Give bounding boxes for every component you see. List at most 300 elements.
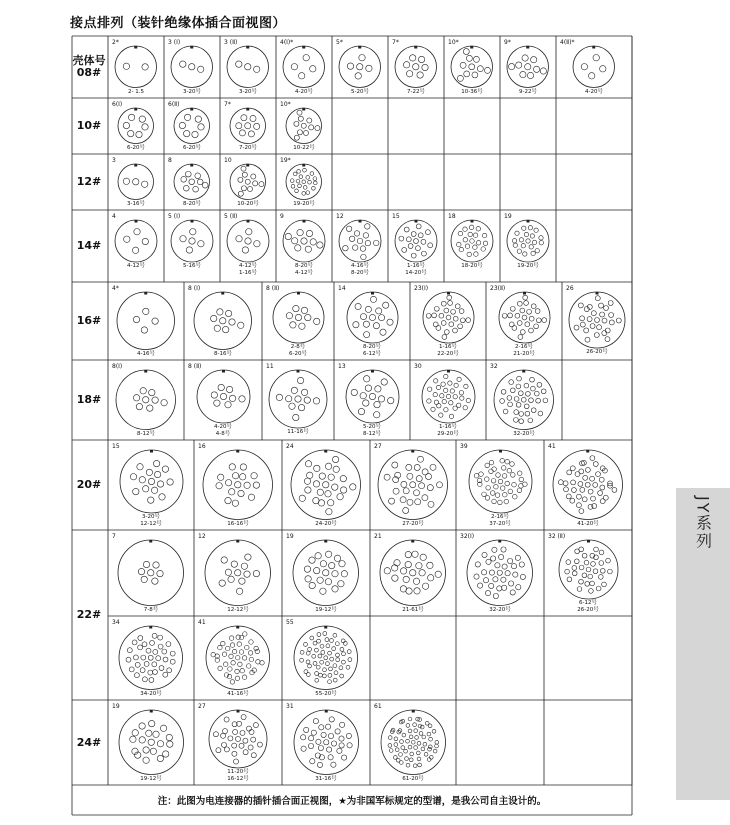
contact-spec-caption: 2-16号 21-20号 — [513, 344, 535, 357]
contact-pin — [522, 55, 528, 61]
arrangement-cell — [220, 154, 276, 210]
arrangement-number: 8 — [168, 157, 172, 164]
arrangement-number: 2* — [112, 39, 119, 46]
key-notch — [247, 220, 250, 223]
contact-pin — [328, 755, 333, 760]
contact-pin — [517, 488, 522, 493]
arrangement-cell — [486, 360, 562, 440]
insert-face-diagram — [208, 709, 268, 769]
contact-pin — [435, 740, 439, 744]
contact-pin — [251, 737, 256, 742]
contact-pin — [410, 482, 416, 488]
contact-spec-caption: 19-20号 — [293, 200, 315, 207]
key-notch — [247, 164, 250, 167]
insert-outline — [227, 220, 269, 262]
arrangement-number: 21 — [374, 533, 382, 540]
contact-pin — [237, 642, 242, 647]
contact-pin — [484, 578, 489, 583]
contact-pin — [587, 574, 592, 579]
contact-spec-caption: 6-20号 — [183, 144, 201, 151]
contact-pin — [352, 245, 358, 251]
arrangement-number: 10 — [224, 157, 232, 164]
contact-pin — [482, 233, 486, 237]
contact-spec-caption: 24-20号 — [315, 520, 337, 527]
contact-pin — [441, 321, 446, 326]
contact-spec-caption: 2-8号 6-20号 — [289, 344, 307, 357]
arrangement-number: 4(Ⅰ)* — [280, 39, 294, 46]
contact-pin — [409, 758, 413, 762]
contact-pin — [142, 181, 148, 187]
contact-pin — [166, 642, 171, 647]
insert-outline — [507, 46, 549, 88]
contact-pin — [323, 668, 327, 672]
contact-pin — [513, 243, 517, 247]
contact-pin — [514, 313, 519, 318]
contact-pin — [538, 411, 543, 416]
contact-pin — [308, 647, 312, 651]
contact-pin — [233, 473, 239, 479]
contact-pin — [427, 387, 431, 391]
contact-pin — [332, 571, 338, 577]
arrangement-number: 6(Ⅱ) — [168, 101, 180, 108]
contact-pin — [564, 487, 569, 492]
contact-pin — [152, 318, 158, 324]
arrangement-cell — [500, 210, 556, 282]
insert-outline — [227, 46, 269, 88]
contact-pin — [502, 564, 507, 569]
contact-pin — [339, 736, 344, 741]
contact-pin — [399, 740, 403, 744]
contact-pin — [582, 553, 587, 558]
contact-pin — [590, 476, 595, 481]
contact-pin — [328, 651, 332, 655]
contact-pin — [591, 496, 596, 501]
contact-pin — [565, 560, 570, 565]
contact-pin — [491, 479, 496, 484]
contact-spec-caption: 4-20号 — [295, 88, 313, 95]
shell-size-label: 20# — [76, 478, 102, 491]
contact-pin — [317, 762, 322, 767]
contact-pin — [301, 238, 307, 244]
contact-pin — [286, 313, 292, 319]
contact-pin — [334, 678, 338, 682]
contact-pin — [221, 742, 226, 747]
contact-pin — [222, 652, 227, 657]
insert-face-diagram — [568, 291, 626, 349]
contact-pin — [170, 651, 175, 656]
contact-pin — [590, 456, 595, 461]
contact-pin — [306, 176, 310, 180]
contact-pin — [369, 314, 375, 320]
contact-pin — [608, 301, 613, 306]
contact-pin — [320, 588, 326, 594]
contact-pin — [403, 749, 407, 753]
contact-spec-caption: 10-36号 — [461, 88, 483, 95]
contact-pin — [481, 492, 486, 497]
shell-size-label: 16# — [76, 314, 102, 327]
insert-outline — [171, 220, 213, 262]
contact-pin — [139, 116, 145, 122]
contact-pin — [313, 641, 317, 645]
arrangement-number: 19 — [112, 703, 120, 710]
arrangement-cell — [388, 36, 444, 98]
contact-pin — [360, 393, 366, 399]
contact-pin — [247, 664, 252, 669]
contact-pin — [144, 561, 150, 567]
contact-pin — [240, 730, 245, 735]
contact-pin — [218, 645, 223, 650]
contact-pin — [609, 313, 614, 318]
arrangement-cell — [444, 36, 500, 98]
contact-pin — [348, 658, 352, 662]
insert-face-diagram — [450, 45, 494, 89]
contact-pin — [339, 743, 344, 748]
contact-pin — [141, 576, 147, 582]
contact-pin — [434, 306, 439, 311]
contact-pin — [305, 487, 311, 493]
contact-pin — [307, 118, 312, 123]
arrangement-cell — [108, 98, 164, 154]
contact-spec-caption: 11-16号 — [287, 429, 309, 435]
contact-pin — [301, 389, 307, 395]
key-notch — [247, 46, 250, 49]
insert-face-diagram — [170, 219, 214, 263]
contact-pin — [602, 331, 607, 336]
shell-size-label: 壳体号 08# — [72, 54, 106, 79]
contact-pin — [313, 318, 319, 324]
insert-outline — [294, 710, 359, 775]
contact-pin — [341, 755, 346, 760]
arrangement-cell — [562, 282, 632, 360]
contact-pin — [328, 673, 332, 677]
contact-pin — [602, 318, 607, 323]
arrangement-number: 39 — [460, 443, 468, 450]
contact-pin — [302, 192, 306, 196]
contact-pin — [598, 561, 603, 566]
contact-pin — [401, 568, 407, 574]
arrangement-cell — [388, 210, 444, 282]
contact-pin — [240, 668, 245, 673]
contact-pin — [359, 55, 365, 61]
contact-pin — [315, 678, 319, 682]
arrangement-number: 4* — [112, 285, 119, 292]
contact-pin — [203, 182, 209, 188]
contact-pin — [414, 729, 418, 733]
contact-pin — [609, 320, 614, 325]
contact-pin — [508, 402, 513, 407]
contact-pin — [180, 236, 186, 242]
contact-pin — [226, 386, 232, 392]
contact-pin — [584, 560, 589, 565]
contact-pin — [392, 575, 398, 581]
contact-pin — [605, 337, 610, 342]
contact-pin — [342, 660, 346, 664]
contact-pin — [418, 233, 423, 238]
contact-pin — [230, 643, 235, 648]
contact-pin — [512, 564, 517, 569]
contact-pin — [224, 662, 229, 667]
contact-pin — [231, 561, 237, 567]
contact-pin — [307, 651, 311, 655]
contact-pin — [501, 547, 506, 552]
contact-pin — [535, 391, 540, 396]
arrangement-number: 34 — [112, 619, 120, 626]
insert-face-diagram — [202, 449, 274, 521]
contact-pin — [249, 494, 255, 500]
contact-pin — [490, 491, 495, 496]
contact-pin — [428, 724, 432, 728]
contact-spec-caption: 8-20号 6-12号 — [363, 344, 381, 357]
contact-pin — [392, 462, 398, 468]
contact-pin — [229, 654, 234, 659]
arrangement-number: 30 — [414, 363, 422, 370]
contact-pin — [306, 191, 310, 195]
arrangement-cell — [276, 210, 332, 282]
contact-pin — [541, 318, 546, 323]
contact-pin — [504, 481, 509, 486]
contact-pin — [502, 585, 507, 590]
contact-pin — [415, 499, 421, 505]
contact-pin — [459, 391, 463, 395]
contact-pin — [402, 733, 406, 737]
contact-pin — [312, 186, 316, 190]
contact-pin — [386, 319, 392, 325]
contact-pin — [398, 753, 402, 757]
contact-pin — [594, 462, 599, 467]
arrangement-number: 5 (Ⅱ) — [224, 213, 238, 220]
contact-pin — [529, 398, 534, 403]
contact-pin — [134, 655, 139, 660]
arrangement-cell — [164, 154, 220, 210]
contact-spec-caption: 1-16号 14-20号 — [405, 263, 427, 276]
contact-pin — [329, 667, 333, 671]
contact-pin — [468, 232, 472, 236]
contact-pin — [408, 244, 413, 249]
contact-pin — [295, 189, 299, 193]
contact-pin — [501, 466, 506, 471]
contact-pin — [467, 252, 471, 256]
contact-pin — [455, 304, 460, 309]
contact-pin — [195, 173, 201, 179]
contact-pin — [192, 131, 198, 137]
insert-face-diagram — [282, 219, 326, 263]
contact-pin — [245, 123, 251, 129]
contact-pin — [492, 547, 497, 552]
contact-pin — [474, 574, 479, 579]
contact-pin — [428, 485, 434, 491]
contact-pin — [326, 662, 330, 666]
contact-spec-caption: 3-20号 — [183, 88, 201, 95]
contact-pin — [143, 397, 149, 403]
contact-pin — [517, 321, 522, 326]
contact-pin — [134, 316, 140, 322]
contact-pin — [447, 301, 452, 306]
contact-pin — [443, 308, 448, 313]
contact-pin — [441, 301, 446, 306]
contact-pin — [474, 56, 480, 62]
contact-pin — [298, 404, 304, 410]
key-notch — [150, 450, 153, 453]
contact-pin — [319, 673, 323, 677]
contact-pin — [329, 717, 334, 722]
contact-pin — [236, 123, 242, 129]
contact-pin — [257, 742, 262, 747]
contact-pin — [219, 580, 225, 586]
contact-pin — [317, 633, 321, 637]
contact-pin — [516, 555, 521, 560]
contact-pin — [132, 640, 137, 645]
contact-pin — [251, 473, 257, 479]
contact-pin — [226, 310, 232, 316]
contact-pin — [594, 333, 599, 338]
insert-face-diagram — [338, 219, 382, 263]
contact-pin — [333, 466, 339, 472]
contact-pin — [304, 130, 309, 135]
contact-pin — [232, 500, 238, 506]
contact-pin — [132, 730, 138, 736]
contact-pin — [363, 233, 369, 239]
contact-pin — [426, 313, 431, 318]
arrangement-cell — [194, 616, 282, 700]
contact-pin — [363, 321, 369, 327]
contact-pin — [129, 736, 135, 742]
contact-pin — [304, 314, 310, 320]
contact-pin — [579, 509, 584, 514]
arrangement-cell — [332, 210, 388, 282]
contact-pin — [123, 178, 129, 184]
contact-pin — [446, 295, 451, 300]
contact-pin — [532, 240, 536, 244]
contact-pin — [299, 495, 305, 501]
contact-pin — [448, 401, 452, 405]
contact-pin — [256, 660, 261, 665]
contact-pin — [570, 498, 575, 503]
contact-spec-caption: 19-12号 — [140, 775, 162, 782]
contact-pin — [143, 757, 149, 763]
contact-pin — [341, 487, 347, 493]
contact-pin — [414, 464, 420, 470]
contact-pin — [244, 571, 250, 577]
contact-pin — [130, 474, 136, 480]
contact-pin — [520, 330, 525, 335]
contact-pin — [253, 723, 258, 728]
contact-pin — [152, 633, 157, 638]
contact-pin — [129, 667, 134, 672]
contact-pin — [355, 303, 361, 309]
contact-pin — [316, 739, 321, 744]
shell-size-label: 10# — [76, 119, 102, 132]
contact-pin — [228, 667, 233, 672]
insert-face-diagram — [293, 709, 360, 776]
contact-pin — [394, 560, 400, 566]
contact-pin — [138, 636, 143, 641]
insert-face-diagram — [204, 539, 272, 607]
contact-pin — [304, 670, 308, 674]
insert-face-diagram — [285, 107, 323, 145]
contact-pin — [297, 110, 302, 115]
contact-pin — [317, 665, 321, 669]
contact-pin — [305, 566, 311, 572]
contact-pin — [411, 232, 416, 237]
contact-pin — [335, 729, 340, 734]
contact-pin — [340, 647, 344, 651]
arrangement-number: 7* — [224, 101, 231, 108]
contact-pin — [233, 759, 238, 764]
insert-face-diagram — [346, 291, 399, 344]
contact-pin — [248, 186, 253, 191]
contact-pin — [259, 182, 264, 187]
contact-pin — [151, 487, 157, 493]
shell-size-label: 24# — [76, 735, 102, 749]
contact-pin — [567, 494, 572, 499]
contact-pin — [348, 650, 352, 654]
contact-pin — [434, 400, 438, 404]
contact-pin — [239, 743, 244, 748]
contact-pin — [488, 469, 493, 474]
contact-spec-caption: 3-16号 — [127, 200, 145, 207]
contact-pin — [422, 735, 426, 739]
contact-pin — [193, 186, 199, 192]
contact-spec-caption: 4-12号 — [127, 263, 145, 269]
contact-pin — [314, 567, 320, 573]
contact-pin — [147, 497, 153, 503]
contact-pin — [228, 576, 234, 582]
contact-pin — [245, 554, 251, 560]
contact-pin — [308, 180, 312, 184]
contact-pin — [300, 735, 305, 740]
contact-pin — [323, 570, 329, 576]
contact-pin — [346, 733, 351, 738]
contact-pin — [152, 397, 158, 403]
contact-pin — [326, 463, 332, 469]
insert-outline — [116, 370, 176, 430]
contact-pin — [366, 65, 372, 71]
contact-pin — [149, 655, 154, 660]
contact-pin — [537, 382, 542, 387]
contact-pin — [534, 66, 540, 72]
contact-pin — [360, 314, 366, 320]
arrangement-number: 3 (Ⅰ) — [168, 39, 181, 46]
contact-pin — [525, 404, 530, 409]
contact-pin — [432, 729, 436, 733]
contact-spec-caption: 3-20号 — [239, 88, 257, 95]
arrangement-cell — [108, 36, 164, 98]
contact-pin — [419, 483, 425, 489]
contact-pin — [157, 755, 163, 761]
contact-pin — [144, 661, 149, 666]
contact-pin — [400, 497, 406, 503]
contact-pin — [400, 586, 406, 592]
insert-face-diagram — [170, 45, 214, 89]
contact-pin — [238, 177, 243, 182]
contact-pin — [571, 466, 576, 471]
arrangement-number: 14 — [338, 285, 346, 292]
contact-pin — [328, 680, 332, 684]
shell-size-label: 22# — [76, 608, 102, 621]
contact-pin — [507, 396, 512, 401]
contact-pin — [181, 176, 187, 182]
contact-pin — [412, 723, 416, 727]
contact-pin — [428, 745, 432, 749]
contact-pin — [525, 411, 530, 416]
contact-pin — [450, 309, 455, 314]
insert-face-diagram — [468, 449, 533, 514]
insert-outline — [451, 46, 493, 88]
contact-pin — [413, 746, 417, 750]
arrangement-cell — [108, 700, 194, 785]
contact-pin — [579, 469, 584, 474]
key-notch — [247, 108, 250, 111]
